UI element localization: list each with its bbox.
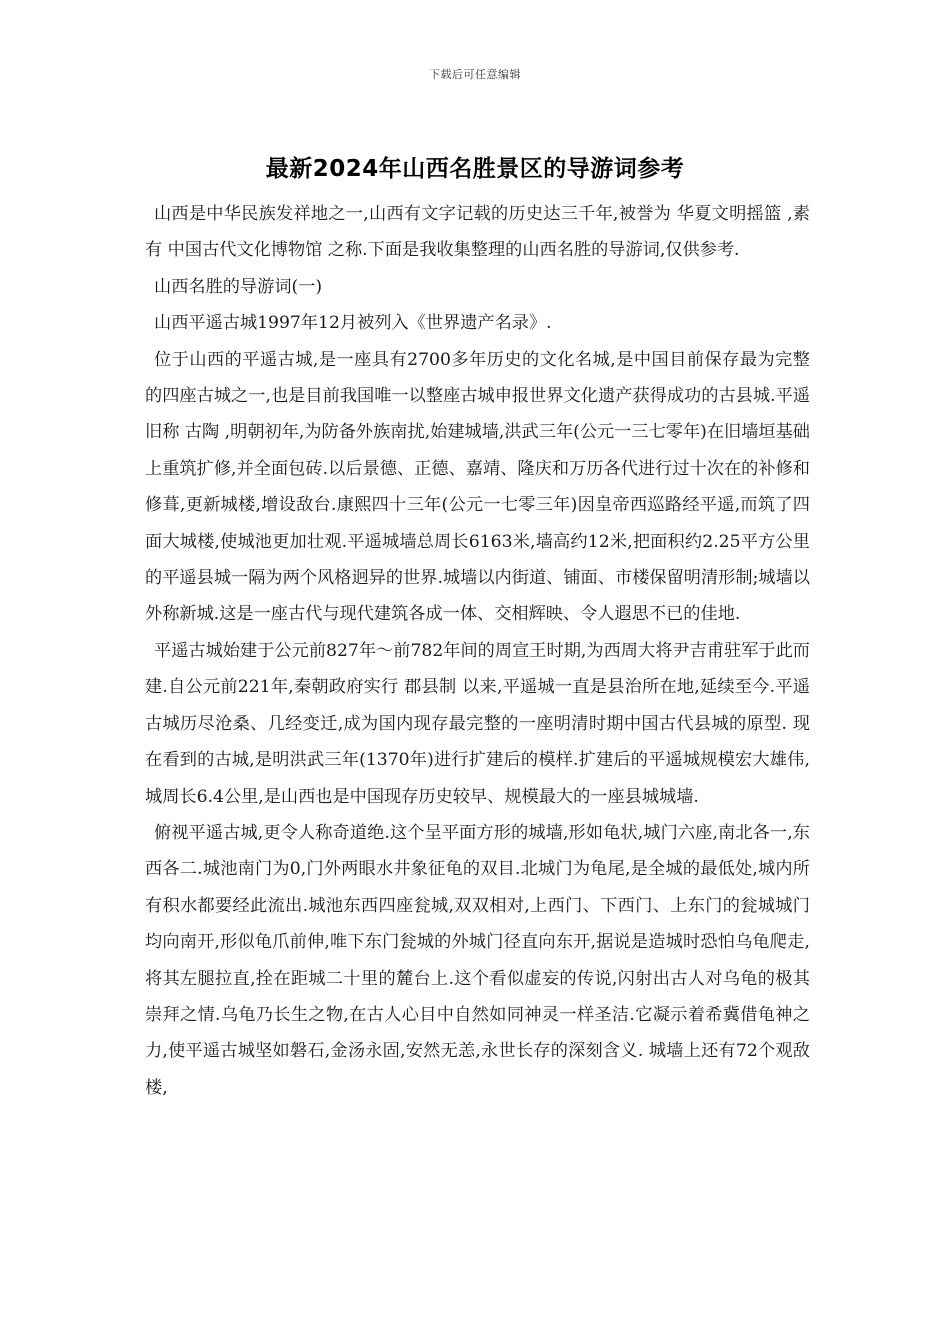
paragraph-heritage-listing: 山西平遥古城1997年12月被列入《世界遗产名录》.	[154, 313, 552, 334]
document-title: 最新2024年山西名胜景区的导游词参考	[265, 156, 685, 182]
paragraph-pingyao-history: 平遥古城始建于公元前827年～前782年间的周宣王时期,为西周大将尹吉甫驻军于此而建.自公元前221年,秦朝政府实行 郡县制 以来,平遥城一直是县治所在地,延续至今.平遥古城历尽沧桑、几经变迁,成为国内现存最完整的一座明清时期中国古代县城的原型. 现在看到的古城,是明洪武三年(1370年)进行扩建后的模样.扩建后的平遥城规模宏大雄伟,城周长6.4公里,是山西也是中国现存历史较早、规模最大的一座县城城墙.	[145, 640, 810, 807]
paragraph-pingyao-overview: 位于山西的平遥古城,是一座具有2700多年历史的文化名城,是中国目前保存最为完整的四座古城之一,也是目前我国唯一以整座古城申报世界文化遗产获得成功的古县城.平遥旧称 古陶 ,明朝初年,为防备外族南扰,始建城墙,洪武三年(公元一三七零年)在旧墙垣基础上重筑扩修,并全面包砖.以后景德、正德、嘉靖、隆庆和万历各代进行过十次在的补修和修葺,更新城楼,增设敌台.康熙四十三年(公元一七零三年)因皇帝西巡路经平遥,而筑了四面大城楼,使城池更加壮观.平遥城墙总周长6163米,墙高约12米,把面积约2.25平方公里的平遥县城一隔为两个风格迥异的世界.城墙以内街道、铺面、市楼保留明清形制;城墙以外称新城.这是一座古代与现代建筑各成一体、交相辉映、令人遐思不已的佳地.	[145, 349, 810, 625]
paragraph-pingyao-layout: 俯视平遥古城,更令人称奇道绝.这个呈平面方形的城墙,形如龟状,城门六座,南北各一,东西各二.城池南门为0,门外两眼水井象征龟的双目.北城门为龟尾,是全城的最低处,城内所有积水都要经此流出.城池东西四座瓮城,双双相对,上西门、下西门、上东门的瓮城城门均向南开,形似龟爪前伸,唯下东门瓮城的外城门径直向东开,据说是造城时恐怕乌龟爬走,将其左腿拉直,拴在距城二十里的麓台上.这个看似虚妄的传说,闪射出古人对乌龟的极其崇拜之情.乌龟乃长生之物,在古人心目中自然如同神灵一样圣洁.它凝示着希冀借龟神之力,使平遥古城坚如磐石,金汤永固,安然无恙,永世长存的深刻含义. 城墙上还有72个观敌楼,	[145, 822, 810, 1098]
document-body	[145, 196, 810, 1106]
paragraph-section-heading: 山西名胜的导游词(一)	[154, 276, 323, 297]
header-note: 下载后可任意编辑	[429, 68, 521, 81]
paragraph-intro: 山西是中华民族发祥地之一,山西有文字记载的历史达三千年,被誉为 华夏文明摇篮 ,素有 中国古代文化博物馆 之称.下面是我收集整理的山西名胜的导游词,仅供参考.	[145, 204, 810, 261]
